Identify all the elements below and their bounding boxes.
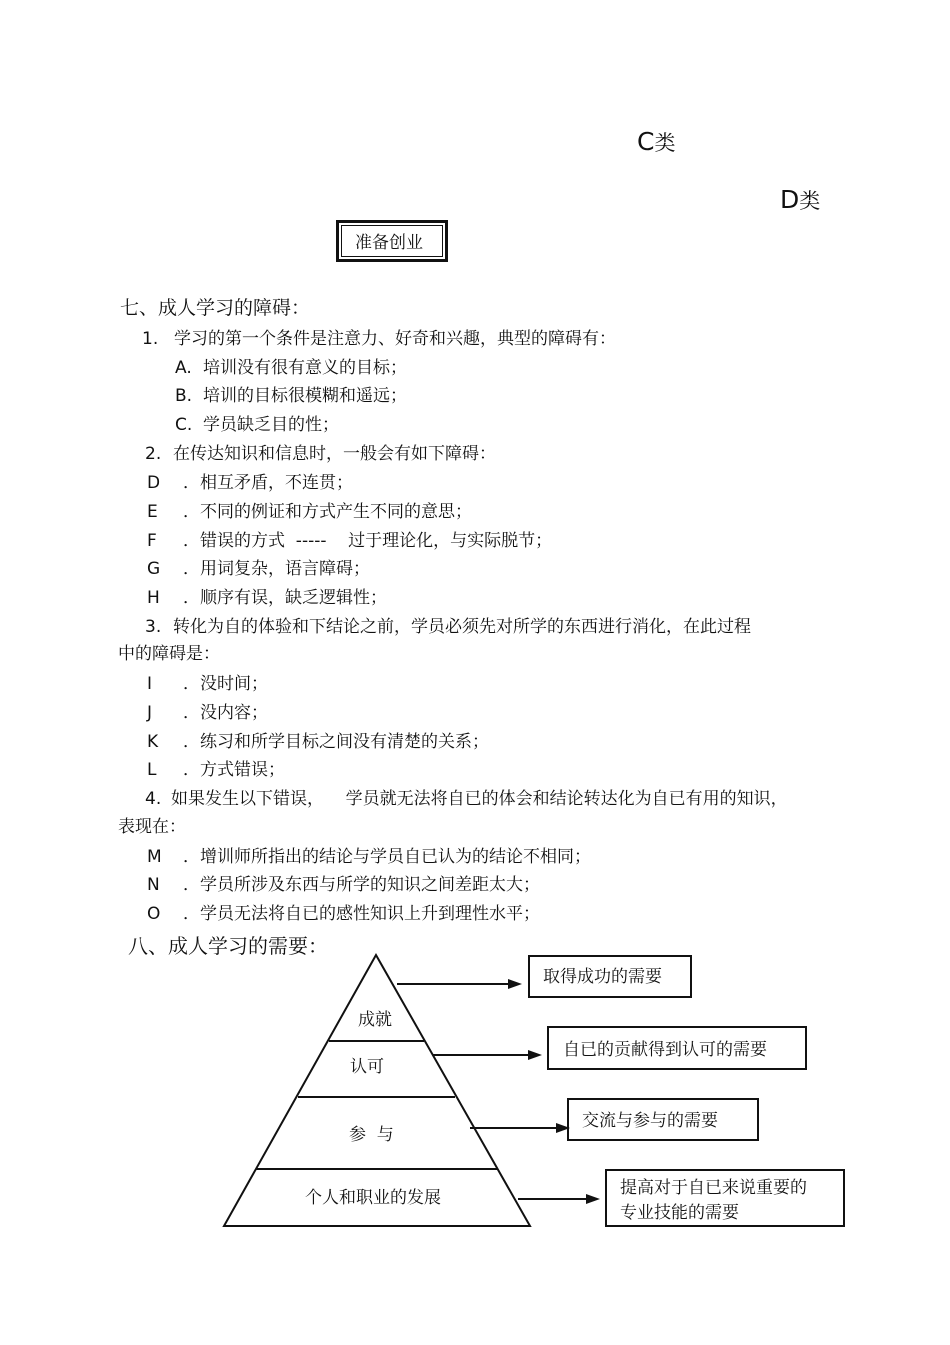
category-c-suffix: 类 (654, 131, 676, 155)
sub-text: 培训没有很有意义的目标； (203, 358, 407, 378)
section8-title: 八、成人学习的需要： (128, 934, 328, 958)
sub-letter: O (147, 904, 161, 924)
need-participation-text: 交流与参与的需要 (582, 1111, 718, 1131)
sub-text: ．增训师所指出的结论与学员自已认为的结论不相同； (183, 847, 591, 867)
arrow-head (508, 979, 522, 989)
sub-letter: K (147, 732, 159, 752)
pyramid-level-participation: 参 与 (349, 1125, 394, 1145)
sub-text: ．错误的方式 ----- 过于理论化，与实际脱节； (183, 531, 553, 551)
item3-number: 3. (145, 617, 162, 637)
item4-number: 4. (145, 789, 162, 809)
sub-text: ．用词复杂，语言障碍； (183, 559, 370, 579)
category-c-letter: C (637, 127, 655, 156)
prepare-startup-label: 准备创业 (341, 225, 443, 257)
item4-continuation: 表现在： (118, 817, 186, 837)
item3-text: 转化为自的体验和下结论之前，学员必须先对所学的东西进行消化，在此过程 (173, 617, 751, 637)
sub-letter: C. (175, 415, 193, 435)
sub-text: ．学员所涉及东西与所学的知识之间差距太大； (183, 875, 540, 895)
item2-text: 在传达知识和信息时，一般会有如下障碍： (173, 444, 496, 464)
sub-text: ．没时间； (183, 674, 268, 694)
sub-letter: H (147, 588, 160, 608)
sub-text: 培训的目标很模糊和遥远； (203, 386, 407, 406)
sub-text: ．练习和所学目标之间没有清楚的关系； (183, 732, 489, 752)
sub-letter: N (147, 875, 160, 895)
pyramid-level-recognition: 认可 (350, 1057, 384, 1077)
pyramid-level-development: 个人和职业的发展 (305, 1188, 441, 1208)
pyramid-level-achievement: 成就 (358, 1010, 392, 1030)
sub-letter: A. (175, 358, 192, 378)
section7-title: 七、成人学习的障碍： (120, 297, 311, 319)
sub-text: ．方式错误； (183, 760, 285, 780)
category-d-suffix: 类 (799, 189, 821, 213)
sub-text: ．相互矛盾，不连贯； (183, 473, 353, 493)
item2-number: 2. (145, 444, 162, 464)
sub-text: ．顺序有误，缺乏逻辑性； (183, 588, 387, 608)
sub-text: ．不同的例证和方式产生不同的意思； (183, 502, 472, 522)
arrow-head (528, 1050, 542, 1060)
sub-letter: F (147, 531, 157, 551)
sub-letter: E (147, 502, 158, 522)
item1-number: 1. (142, 329, 159, 349)
arrow-head (586, 1194, 600, 1204)
need-recognition-text: 自已的贡献得到认可的需要 (563, 1040, 767, 1060)
sub-letter: J (147, 703, 153, 723)
sub-letter: G (147, 559, 161, 579)
sub-letter: L (147, 760, 157, 780)
sub-letter: B. (175, 386, 193, 406)
sub-letter: D (147, 473, 161, 493)
need-success-text: 取得成功的需要 (543, 967, 662, 987)
sub-letter: I (147, 674, 153, 694)
sub-text: ．没内容； (183, 703, 268, 723)
pyramid-outline (224, 955, 530, 1226)
need-development-text-line1: 提高对于自已来说重要的 (620, 1178, 807, 1198)
sub-text: ．学员无法将自已的感性知识上升到理性水平； (183, 904, 540, 924)
item3-continuation: 中的障碍是： (118, 644, 220, 664)
item1-text: 学习的第一个条件是注意力、好奇和兴趣，典型的障碍有： (174, 329, 616, 349)
need-development-text-line2: 专业技能的需要 (620, 1203, 739, 1223)
item4-text: 如果发生以下错误， 学员就无法将自已的体会和结论转达化为自已有用的知识， (171, 789, 788, 809)
sub-text: 学员缺乏目的性； (203, 415, 339, 435)
sub-letter: M (147, 847, 162, 867)
category-d-letter: D (780, 185, 800, 214)
